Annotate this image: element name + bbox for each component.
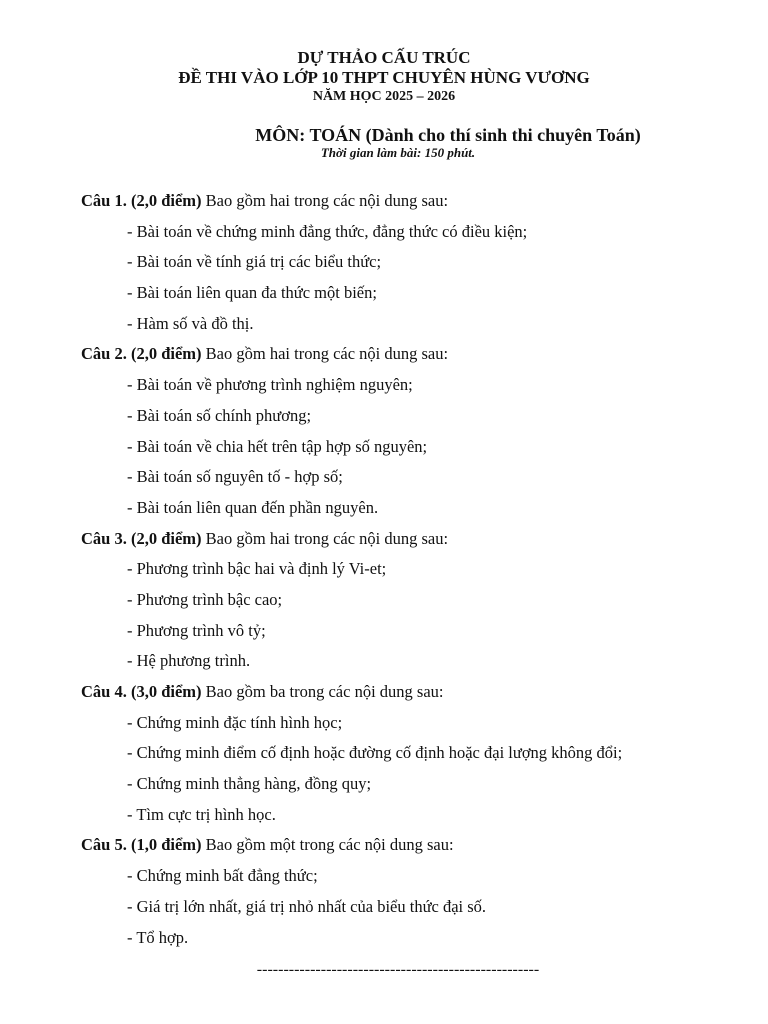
question-heading <box>81 677 741 708</box>
question-item: - Bài toán liên quan đến phần nguyên. <box>127 497 379 517</box>
question-item: - Tìm cực trị hình học. <box>127 804 276 824</box>
question-label: Câu 1. (2,0 điểm) <box>81 191 202 210</box>
question-intro: Bao gồm một trong các nội dung sau: <box>201 835 454 855</box>
questions-list <box>81 186 741 953</box>
question-item: - Phương trình bậc cao; <box>127 589 283 609</box>
question-label: Câu 3. (2,0 điểm) <box>81 528 202 548</box>
question-heading <box>81 524 741 555</box>
question-item: - Bài toán về chia hết trên tập hợp số nguyên; <box>127 436 428 456</box>
question-item: - Bài toán về phương trình nghiệm nguyên; <box>127 375 413 395</box>
question-item: - Bài toán về tính giá trị các biểu thức; <box>127 252 382 272</box>
question-intro: Bao gồm hai trong các nội dung sau: <box>201 344 449 364</box>
question-item: - Hàm số và đồ thị. <box>127 313 254 333</box>
question-item: - Bài toán về chứng minh đẳng thức, đẳng thức có điều kiện; <box>127 221 528 241</box>
question-item: - Tổ hợp. <box>127 927 189 947</box>
question-label: Câu 5. (1,0 điểm) <box>81 835 202 855</box>
header-draft-title: DỰ THẢO CẤU TRÚC <box>297 48 471 67</box>
question-item: - Phương trình vô tỷ; <box>127 620 266 640</box>
question-intro: Bao gồm ba trong các nội dung sau: <box>201 682 444 701</box>
question-heading <box>81 830 741 861</box>
question-label: Câu 4. (3,0 điểm) <box>81 682 202 701</box>
document-header <box>0 48 768 106</box>
question-item: - Phương trình bậc hai và định lý Vi-et; <box>127 559 387 579</box>
header-school-year: NĂM HỌC 2025 – 2026 <box>312 89 456 104</box>
exam-duration: Thời gian làm bài: 150 phút. <box>320 145 476 160</box>
question-label: Câu 2. (2,0 điểm) <box>81 344 202 364</box>
question-intro: Bao gồm hai trong các nội dung sau: <box>201 191 449 210</box>
question-item: - Chứng minh bất đẳng thức; <box>127 866 318 886</box>
question-intro: Bao gồm hai trong các nội dung sau: <box>201 528 449 548</box>
question-item: - Bài toán liên quan đa thức một biến; <box>127 283 377 303</box>
header-exam-title: ĐỀ THI VÀO LỚP 10 THPT CHUYÊN HÙNG VƯƠNG <box>178 68 590 87</box>
question-item: - Chứng minh thẳng hàng, đồng quy; <box>127 774 372 794</box>
question-item: - Bài toán số nguyên tố - hợp số; <box>127 467 343 487</box>
question-item: - Giá trị lớn nhất, giá trị nhỏ nhất của biểu thức đại số. <box>127 896 487 916</box>
question-heading <box>81 339 741 370</box>
subject-title: MÔN: TOÁN (Dành cho thí sinh thi chuyên Toán) <box>255 125 641 145</box>
footer-divider: ----------------------------------------------------- <box>256 961 540 978</box>
question-item: - Chứng minh đặc tính hình học; <box>127 712 343 732</box>
question-item: - Hệ phương trình. <box>127 651 251 671</box>
question-item: - Bài toán số chính phương; <box>127 405 312 425</box>
question-item: - Chứng minh điểm cố định hoặc đường cố định hoặc đại lượng không đổi; <box>127 743 623 763</box>
question-heading <box>81 186 741 217</box>
